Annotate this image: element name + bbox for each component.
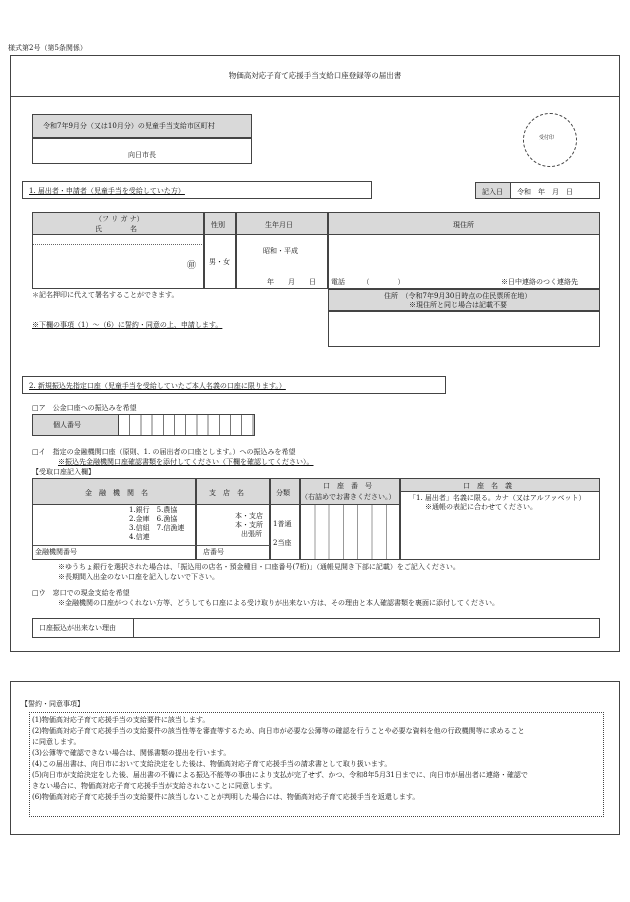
holder-note-1: 「1. 届出者」名義に限る。カナ（又はアルファベット） [409,494,586,502]
pledge-item: (4)この届出書は、向日市において支給決定をした後は、物価高対応子育て応援手当の請求書として取り扱います。 [32,760,392,768]
pledge-item: (3)公簿等で確認できない場合は、関係書類の提出を行います。 [32,749,231,757]
holder-note-2: ※通帳の表記に合わせてください。 [425,503,537,511]
prev-address-header [328,289,600,311]
pledge-heading: 【誓約・同意事項】 [21,700,84,708]
prev-address-2: ※現住所と同じ場合は記載不要 [409,301,507,309]
birth-era: 昭和・平成 [263,247,298,255]
daytime-note: ※日中連絡のつく連絡先 [501,278,578,286]
bank-header: 金 融 機 関 名 [85,489,148,497]
personal-number-row [32,414,255,436]
address-field[interactable] [328,235,600,289]
branch-header-cell [196,478,270,505]
kind-header-cell [270,478,300,505]
kind-field[interactable] [270,505,300,560]
kind-header: 分類 [276,489,290,497]
pledge-frame [10,681,620,835]
recipient-period-label: 令和7年9月分（又は10月分）の児童手当支給市区町村 [43,122,215,130]
account-header: 口 座 番 号 [323,482,372,490]
bank-type-2: 2.金庫 6.漁協 [129,515,178,523]
gender-header-label: 性別 [211,221,225,229]
phone-label: 電話 （ ） [331,278,405,286]
holder-field[interactable] [400,492,600,560]
branch-code-divider [197,545,271,546]
stamp-label: 受付印 [539,135,555,141]
reason-row [32,618,600,638]
account-sub: （右詰めでお書きください。） [301,493,396,501]
pledge-item: に同意します。 [32,738,81,746]
address-header [328,212,600,235]
bank-type-3: 3.信組 7.信漁連 [129,524,185,532]
birth-field[interactable] [236,235,328,289]
kind-1: 1普通 [273,520,292,528]
pledge-item: (6)物価高対応子育て応援手当の支給要件に該当しないことが判明した場合には、物価高対応子育て応援手当を返還します。 [32,793,420,801]
birth-header [236,212,328,235]
branch-type-2: 本・支所 [235,521,263,529]
date-label: 記入日 [482,188,503,196]
reception-stamp-circle [523,113,577,167]
page-title: 物価高対応子育て応援手当支給口座登録等の届出書 [228,71,402,80]
date-value: 令和 年 月 日 [517,188,573,196]
pledge-items-box [29,712,604,817]
bank-field[interactable] [32,505,196,560]
name-header [32,212,204,235]
reason-label-cell [33,619,134,637]
option-u-note: ※金融機関の口座がつくれない方等、どうしても口座による受け取りが出来ない方は、その理由と本人確認書類を裏面に添付してください。 [58,599,499,607]
recipient-mayor-box [32,138,252,164]
reason-field[interactable] [134,619,599,637]
divider [10,96,620,97]
bank-code-label: 金融機関番号 [35,548,77,556]
bank-type-1: 1.銀行 5.農協 [129,506,178,514]
form-number: 様式第2号（第5条関係） [8,44,87,52]
recipient-mayor: 向日市長 [128,151,156,159]
option-i-note: ※振込先金融機関口座確認書類を添付してください（下欄を確認してください）。 [58,458,314,466]
gender-field[interactable] [204,235,236,289]
furigana-label: （フ リ ガ ナ） [95,215,144,223]
birth-date: 年 月 日 [267,278,316,286]
holder-header-cell [400,478,600,492]
pledge-item: (1)物価高対応子育て応援手当の支給要件に該当します。 [32,716,210,724]
reason-label: 口座振込が出来ない理由 [39,624,116,632]
prev-address-field[interactable] [328,311,600,347]
pledge-item: きない場合に、物価高対応子育て応援手当が支給されないことに同意します。 [32,782,277,790]
prev-address-1: 住所 （令和7年9月30日時点の住民票所在地） [384,292,532,300]
section2-heading-box [22,376,446,394]
name-label: 氏 名 [95,225,137,233]
branch-type-3: 出張所 [241,530,262,538]
date-label-box [475,182,511,199]
receipt-label: 【受取口座記入欄】 [32,468,95,476]
gender-header [204,212,236,235]
agree-note: ※下欄の事項（1）～（6）に誓約・同意の上、申請します。 [32,321,223,329]
pledge-item: (5)向日市が支給決定をした後、届出書の不備による振込不能等の事由により支払が完了せず、かつ、令和8年5月31日までに、向日市が届出者に連絡・確認で [32,771,528,779]
gender-value: 男・女 [209,258,230,266]
branch-code-label: 店番号 [203,548,224,556]
branch-type-1: 本・支店 [235,512,263,520]
section1-heading-box [22,181,372,199]
pledge-item: (2)物価高対応子育て応援手当の支給要件の該当性等を審査等するため、向日市が必要な公簿等の確認を行うことや必要な資料を他の行政機関等に求めること [32,727,525,735]
option-i[interactable]: □イ 指定の金融機関口座（原則、1. の届出者の口座とします。）への振込みを希望 [32,448,296,456]
section1-heading: 1. 届出者・申請者（児童手当を受給していた方） [29,187,185,195]
personal-number-input[interactable] [119,415,254,435]
bank-code-divider [33,545,197,546]
bank-type-4: 4.信連 [129,533,150,541]
branch-header: 支 店 名 [209,489,244,497]
personal-number-label: 個人番号 [53,421,81,429]
recipient-period-box [32,114,252,138]
kind-2: 2当座 [273,539,292,547]
option-u[interactable]: □ウ 窓口での現金支給を希望 [32,589,130,597]
yucho-note: ※ゆうちょ銀行を選択された場合は、「振込用の店名・預金種目・口座番号(7桁)」（通帳見開き下部に記載）をご記入ください。 [58,563,460,571]
name-field[interactable] [32,235,204,289]
account-number-field[interactable] [300,505,400,560]
bank-header-cell [32,478,196,505]
address-header-label: 現住所 [453,221,474,229]
section2-heading: 2. 新規振込先指定口座（児童手当を受給していたご本人名義の口座に限ります。） [29,382,286,390]
seal-note: ＊記名押印に代えて署名することができます。 [32,291,179,299]
option-a[interactable]: □ア 公金口座への振込みを希望 [32,404,137,412]
personal-number-label-cell [33,415,119,435]
date-field[interactable] [510,182,600,199]
birth-header-label: 生年月日 [265,221,293,229]
holder-header: 口 座 名 義 [463,482,512,490]
account-header-cell [300,478,400,505]
branch-field[interactable] [196,505,270,560]
longterm-note: ※長期間入出金のない口座を記入しないで下さい。 [58,573,219,581]
seal-mark: ㊞ [187,261,197,271]
